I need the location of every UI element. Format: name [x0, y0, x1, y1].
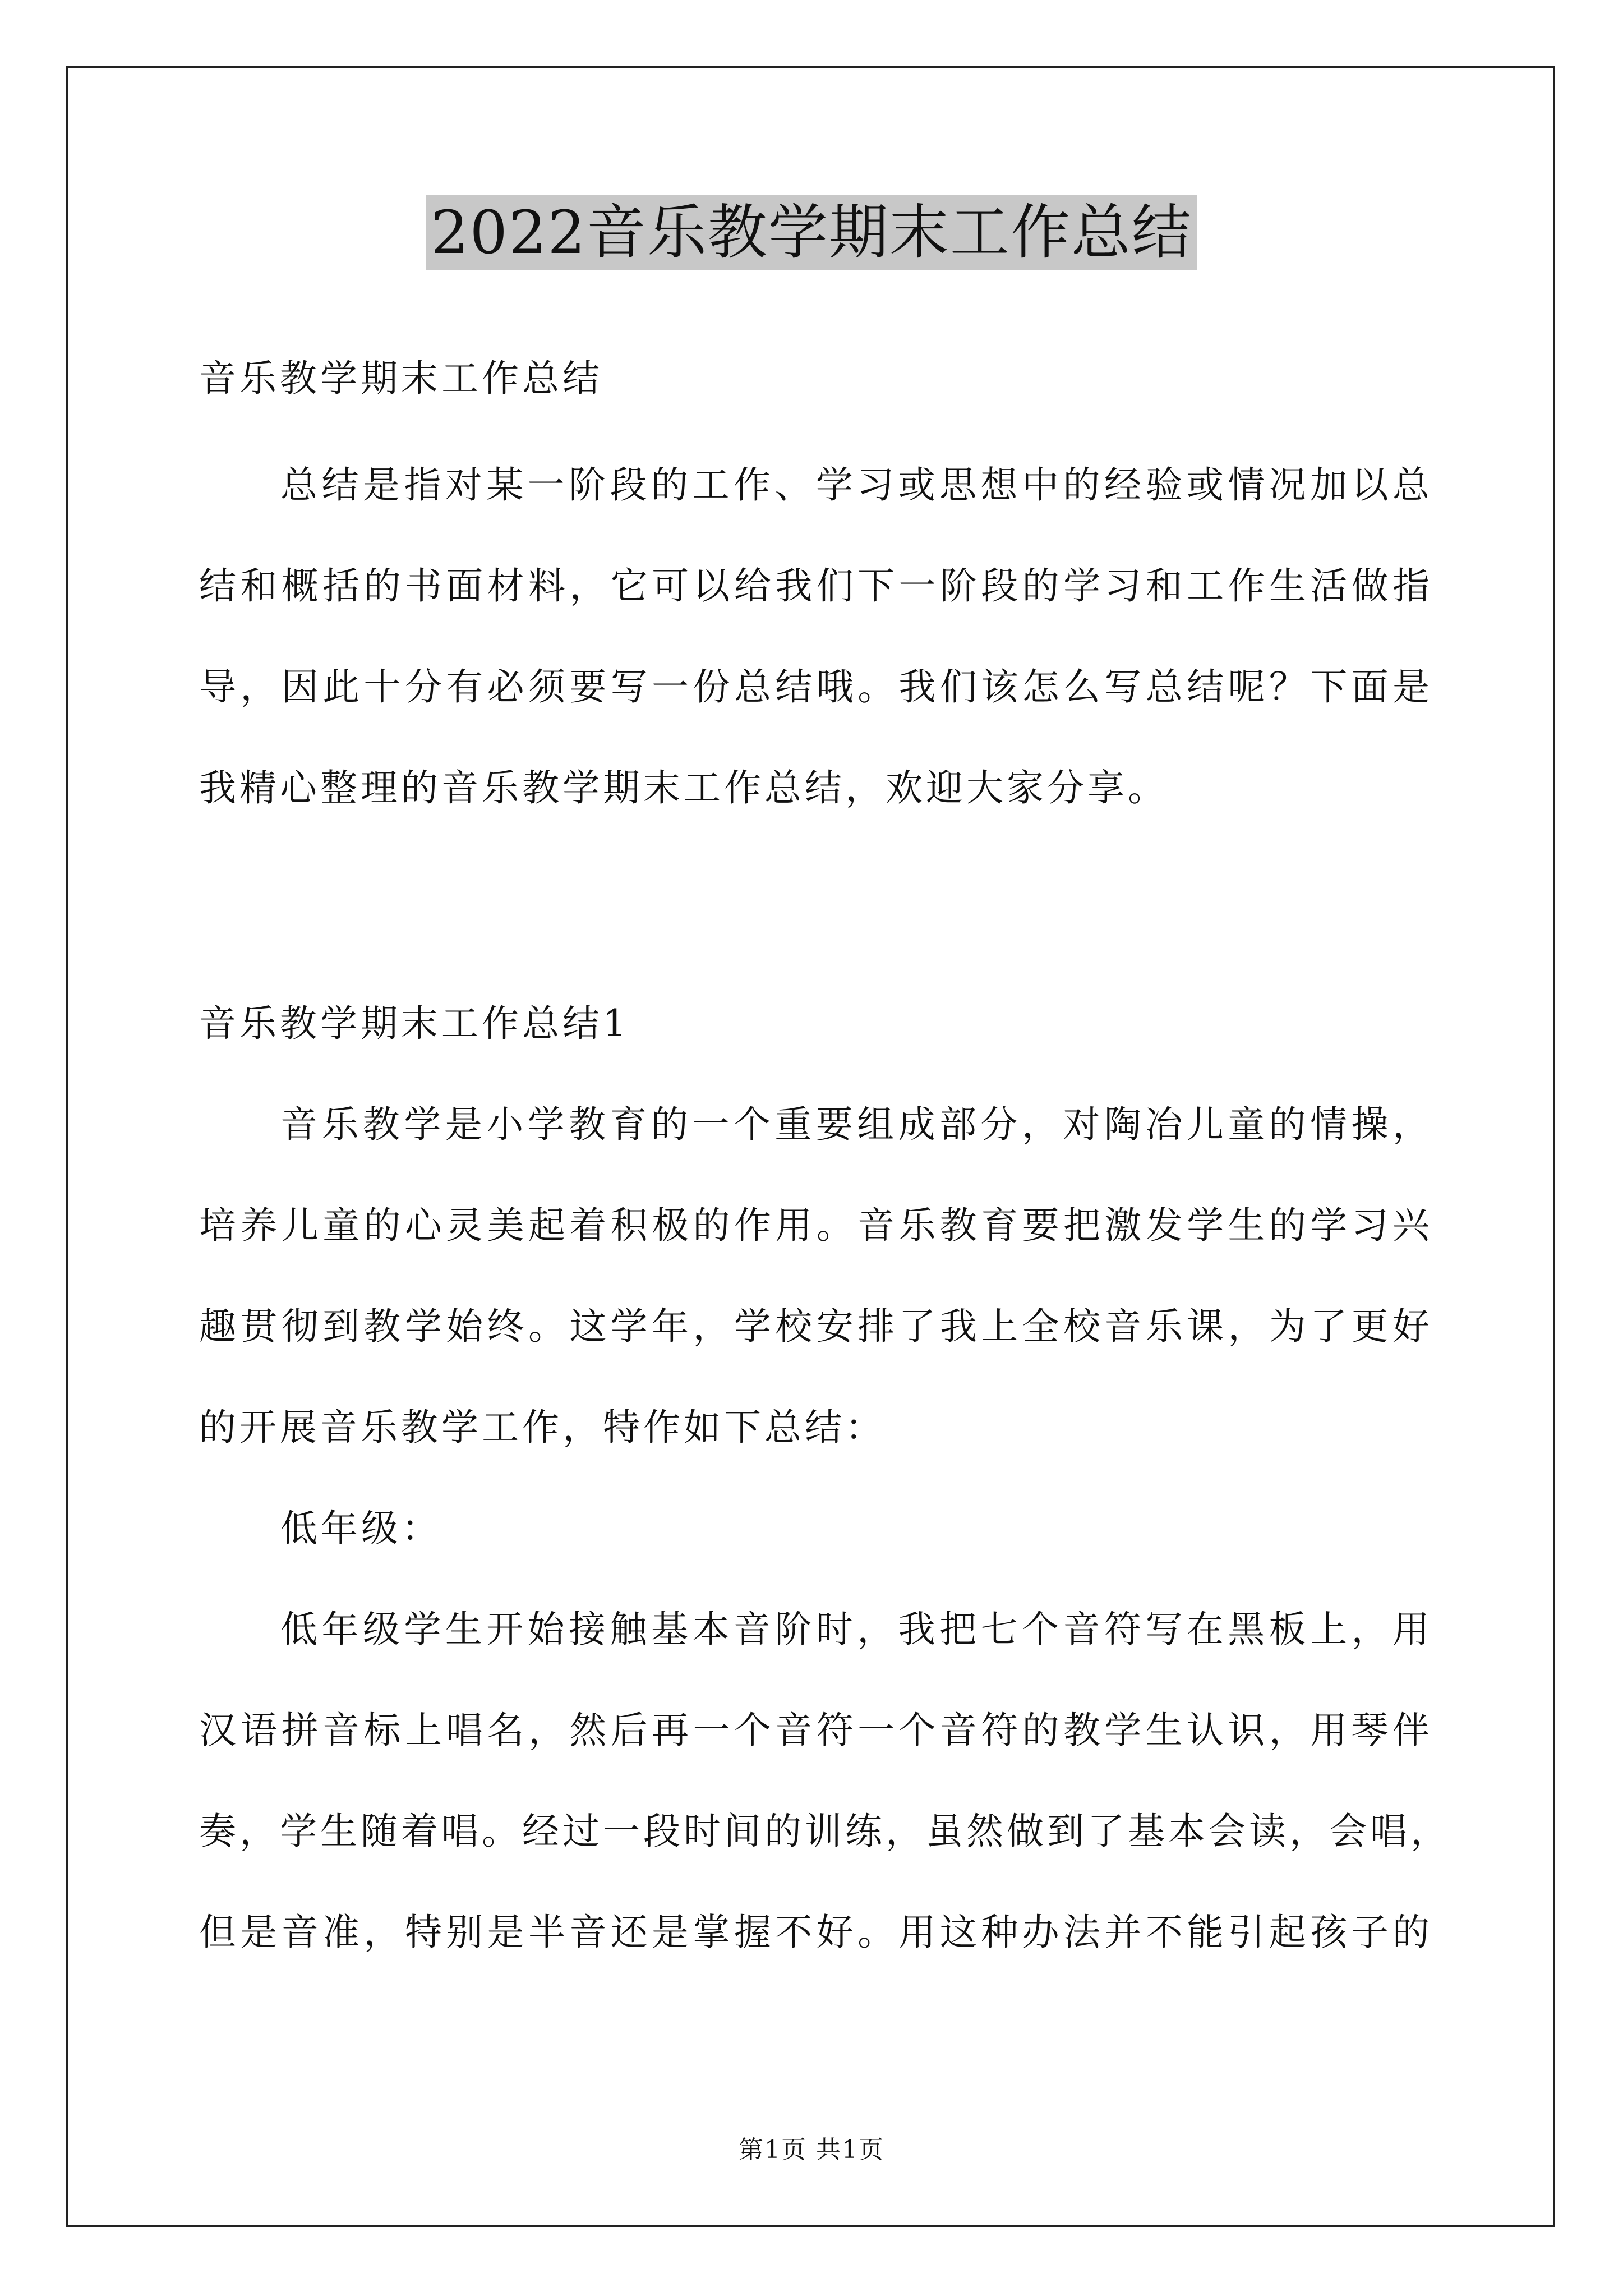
- section-line-1: 音乐教学是小学教育的一个重要组成部分，对陶冶儿童的情操，: [280, 1103, 1433, 1146]
- section-line-4: 的开展音乐教学工作，特作如下总结：: [199, 1406, 886, 1449]
- grade-line-3: 奏，学生随着唱。经过一段时间的训练，虽然做到了基本会读，会唱，: [199, 1810, 1451, 1853]
- grade-line-1: 低年级学生开始接触基本音阶时，我把七个音符写在黑板上，用: [280, 1608, 1433, 1651]
- page-footer: 第1页 共1页: [739, 2136, 884, 2164]
- section-line-2: 培养儿童的心灵美起着积极的作用。音乐教育要把激发学生的学习兴: [199, 1204, 1433, 1247]
- grade-line-4: 但是音准，特别是半音还是掌握不好。用这种办法并不能引起孩子的: [199, 1911, 1433, 1954]
- subtitle: 音乐教学期末工作总结: [199, 357, 603, 400]
- intro-line-1: 总结是指对某一阶段的工作、学习或思想中的经验或情况加以总: [280, 463, 1433, 507]
- document-title: [0, 199, 1623, 266]
- document-title-text: 2022音乐教学期末工作总结: [426, 195, 1197, 270]
- section-heading: 音乐教学期末工作总结1: [199, 1002, 630, 1045]
- intro-line-3: 导，因此十分有必须要写一份总结哦。我们该怎么写总结呢？下面是: [199, 665, 1433, 708]
- grade-heading: 低年级：: [280, 1507, 442, 1550]
- intro-line-2: 结和概括的书面材料，它可以给我们下一阶段的学习和工作生活做指: [199, 564, 1433, 608]
- intro-line-4: 我精心整理的音乐教学期末工作总结，欢迎大家分享。: [199, 766, 1168, 809]
- grade-line-2: 汉语拼音标上唱名，然后再一个音符一个音符的教学生认识，用琴伴: [199, 1709, 1433, 1752]
- section-line-3: 趣贯彻到教学始终。这学年，学校安排了我上全校音乐课，为了更好: [199, 1305, 1433, 1348]
